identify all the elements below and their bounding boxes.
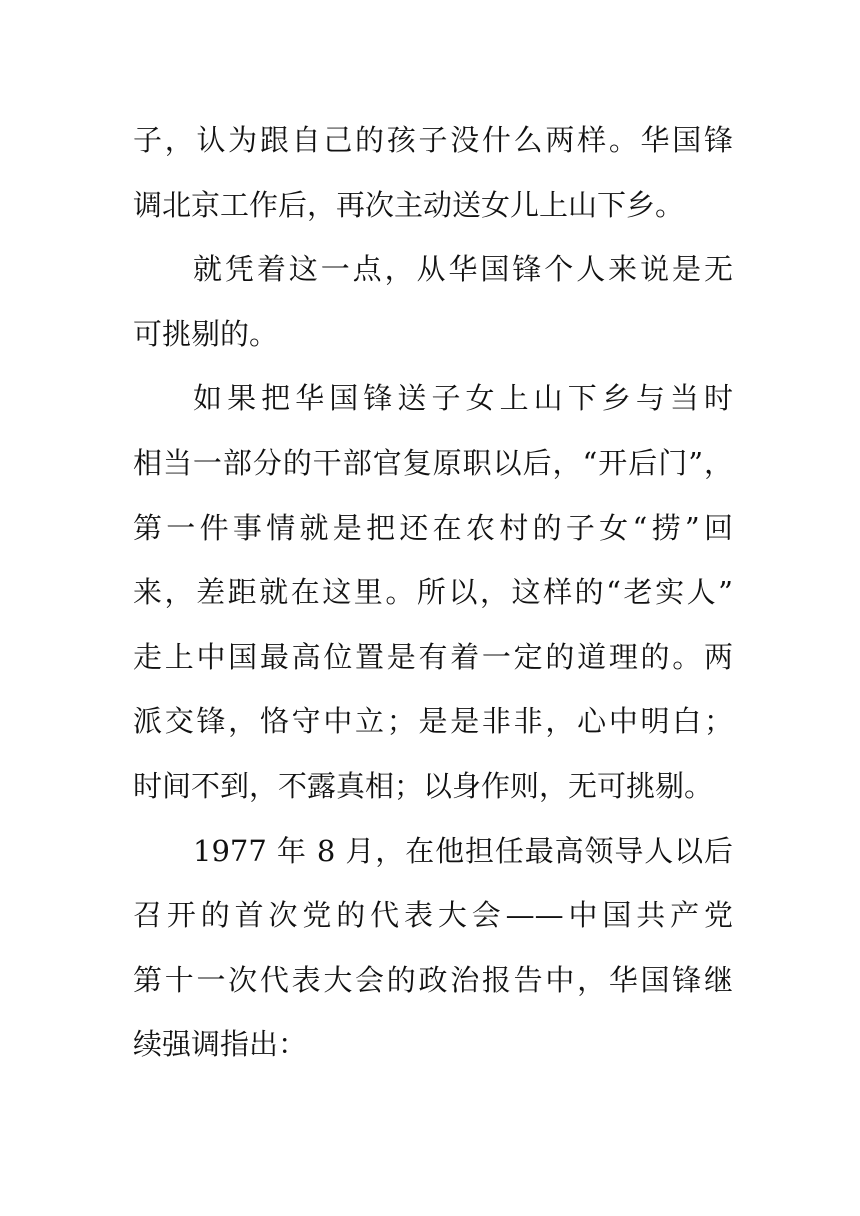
text-line: 调北京工作后，再次主动送女儿上山下乡。 xyxy=(133,187,685,222)
text-line: 走上中国最高位置是有着一定的道理的。两 xyxy=(133,639,733,674)
text-line: 就凭着这一点，从华国锋个人来说是无 xyxy=(193,252,733,287)
text-line: 第十一次代表大会的政治报告中，华国锋继 xyxy=(133,962,733,997)
text-line: 续强调指出： xyxy=(133,1027,308,1062)
text-line: 来，差距就在这里。所以，这样的“老实人” xyxy=(133,575,733,610)
text-line: 第一件事情就是把还在农村的子女“捞”回 xyxy=(133,510,733,545)
text-line: 1977 年 8 月，在他担任最高领导人以后 xyxy=(193,833,733,868)
body-text xyxy=(133,108,733,1077)
text-line: 时间不到，不露真相；以身作则，无可挑剔。 xyxy=(133,768,714,803)
text-line: 派交锋，恪守中立；是是非非，心中明白； xyxy=(133,704,733,739)
text-line: 相当一部分的干部官复原职以后，“开后门”， xyxy=(133,445,733,480)
text-line: 如果把华国锋送子女上山下乡与当时 xyxy=(193,381,733,416)
text-line: 可挑剔的。 xyxy=(133,316,279,351)
text-line: 召开的首次党的代表大会——中国共产党 xyxy=(133,898,733,933)
text-line: 子，认为跟自己的孩子没什么两样。华国锋 xyxy=(133,123,733,157)
